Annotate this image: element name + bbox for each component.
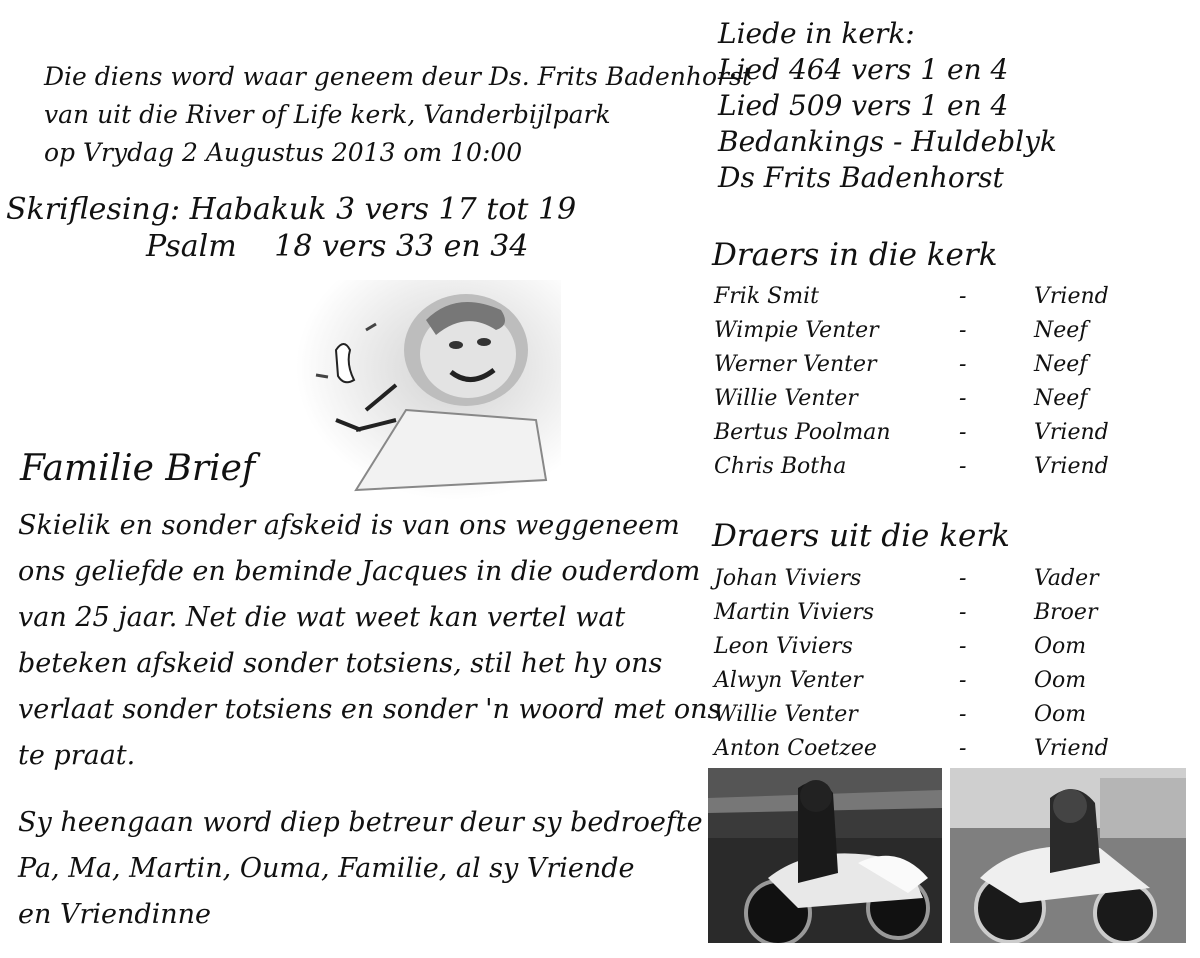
bearer-name: Frik Smit xyxy=(714,284,819,309)
table-row xyxy=(714,702,1134,736)
scripture-reading xyxy=(6,190,576,230)
letter-line: van 25 jaar. Net die wat weet kan vertel wat xyxy=(18,602,626,633)
bearers-out-table xyxy=(714,566,1134,776)
bearers-in-heading: Draers in die kerk xyxy=(712,237,998,273)
letter-line: te praat. xyxy=(18,740,136,771)
service-info xyxy=(44,58,752,172)
portrait-photo xyxy=(296,280,561,500)
bearer-name: Martin Viviers xyxy=(714,600,875,625)
bearer-dash: - xyxy=(959,386,967,411)
song-line: Bedankings - Huldeblyk xyxy=(718,125,1057,158)
motorcycle-photo-right xyxy=(950,768,1186,943)
bearer-dash: - xyxy=(959,600,967,625)
table-row xyxy=(714,420,1134,454)
bearer-dash: - xyxy=(959,702,967,727)
bearer-name: Willie Venter xyxy=(714,702,858,727)
table-row xyxy=(714,454,1134,488)
table-row xyxy=(714,566,1134,600)
table-row xyxy=(714,318,1134,352)
bearer-name: Anton Coetzee xyxy=(714,736,877,761)
bearer-dash: - xyxy=(959,352,967,377)
bearer-relation: Oom xyxy=(1034,668,1087,693)
bearer-dash: - xyxy=(959,668,967,693)
scripture-reading-2 xyxy=(146,227,528,267)
reading-label: Skriflesing: xyxy=(6,192,181,227)
bearer-name: Leon Viviers xyxy=(714,634,853,659)
closing-line: Sy heengaan word diep betreur deur sy bedroefte xyxy=(18,807,703,838)
bearer-relation: Neef xyxy=(1034,386,1088,411)
table-row xyxy=(714,600,1134,634)
bearer-name: Johan Viviers xyxy=(714,566,862,591)
bearer-dash: - xyxy=(959,566,967,591)
service-line: op Vrydag 2 Augustus 2013 om 10:00 xyxy=(44,138,523,167)
song-line: Lied 509 vers 1 en 4 xyxy=(718,89,1009,122)
letter-closing xyxy=(18,800,703,938)
bearer-name: Willie Venter xyxy=(714,386,858,411)
bearer-relation: Vader xyxy=(1034,566,1099,591)
bearer-dash: - xyxy=(959,318,967,343)
letter-title: Familie Brief xyxy=(20,448,256,489)
reading-book-2: Psalm xyxy=(146,229,237,264)
table-row xyxy=(714,736,1134,770)
song-line: Liede in kerk: xyxy=(718,17,915,50)
table-row xyxy=(714,284,1134,318)
bearer-relation: Vriend xyxy=(1034,284,1109,309)
bearer-name: Alwyn Venter xyxy=(714,668,863,693)
reading-line-2: 18 vers 33 en 34 xyxy=(274,229,529,264)
service-line: van uit die River of Life kerk, Vanderbijlpark xyxy=(44,100,611,129)
bearer-name: Bertus Poolman xyxy=(714,420,891,445)
letter-body xyxy=(18,503,721,779)
bearer-relation: Vriend xyxy=(1034,736,1109,761)
bearer-relation: Broer xyxy=(1034,600,1098,625)
letter-line: beteken afskeid sonder totsiens, stil het hy ons xyxy=(18,648,663,679)
bearers-in-table xyxy=(714,284,1134,494)
bearer-relation: Neef xyxy=(1034,352,1088,377)
bearer-relation: Neef xyxy=(1034,318,1088,343)
closing-line: Pa, Ma, Martin, Ouma, Familie, al sy Vriende xyxy=(18,853,635,884)
table-row xyxy=(714,386,1134,420)
reading-line-1: Habakuk 3 vers 17 tot 19 xyxy=(189,192,577,227)
motorcycle-photo-left xyxy=(708,768,942,943)
bearer-name: Werner Venter xyxy=(714,352,877,377)
song-line: Ds Frits Badenhorst xyxy=(718,161,1004,194)
bearer-relation: Vriend xyxy=(1034,420,1109,445)
bearer-dash: - xyxy=(959,420,967,445)
letter-line: Skielik en sonder afskeid is van ons weggeneem xyxy=(18,510,680,541)
letter-line: ons geliefde en beminde Jacques in die ouderdom xyxy=(18,556,701,587)
bearer-dash: - xyxy=(959,736,967,761)
closing-line: en Vriendinne xyxy=(18,899,212,930)
bearer-relation: Oom xyxy=(1034,702,1087,727)
table-row xyxy=(714,668,1134,702)
bearer-dash: - xyxy=(959,454,967,479)
songs-list xyxy=(718,16,1057,196)
letter-line: verlaat sonder totsiens en sonder 'n woord met ons xyxy=(18,694,722,725)
song-line: Lied 464 vers 1 en 4 xyxy=(718,53,1009,86)
bearer-name: Wimpie Venter xyxy=(714,318,879,343)
bearer-name: Chris Botha xyxy=(714,454,847,479)
bearers-out-heading: Draers uit die kerk xyxy=(712,518,1010,554)
table-row xyxy=(714,352,1134,386)
bearer-dash: - xyxy=(959,284,967,309)
table-row xyxy=(714,634,1134,668)
bearer-relation: Vriend xyxy=(1034,454,1109,479)
bearer-dash: - xyxy=(959,634,967,659)
service-line: Die diens word waar geneem deur Ds. Frits Badenhorst xyxy=(44,62,752,91)
bearer-relation: Oom xyxy=(1034,634,1087,659)
